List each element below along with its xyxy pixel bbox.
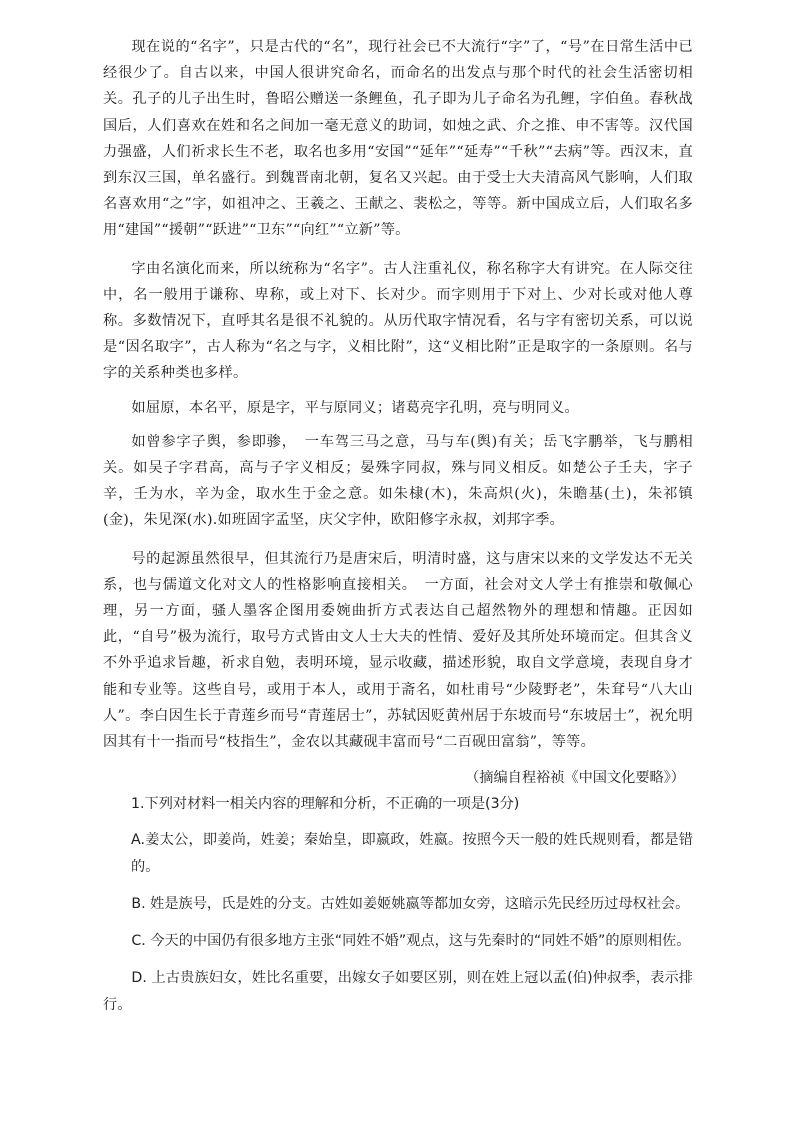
option-b: B. 姓是族号，氏是姓的分支。古姓如姜姬姚嬴等都加女旁，这暗示先民经历过母权社会。 bbox=[131, 896, 690, 913]
source-citation: （摘编自程裕祯《中国文化要略》） bbox=[465, 770, 685, 787]
question-1 bbox=[103, 791, 693, 1019]
passage-paragraph-3: 如屈原，本名平，原是字，平与原同义；诸葛亮字孔明，亮与明同义。 bbox=[131, 399, 579, 416]
passage-paragraph-2: 字由名演化而来，所以统称为“名字”。古人注重礼仪，称名称字大有讲究。在人际交往中，名一般用于谦称、卑称，或上对下、长对少。而字则用于下对上、少对长或对他人尊称。多数情况下，直呼其名是很不礼貌的。从历代取字情况看，名与字有密切关系，可以说是“因名取字”，古人称为“名之与字，义相比附”，这“义相比附”正是取字的一条原则。名与字的关系种类也多样。 bbox=[103, 260, 693, 382]
question-title: 1.下列对材料一相关内容的理解和分析，不正确的一项是(3分) bbox=[131, 796, 520, 813]
passage-paragraph-4: 如曾参字子舆，参即骖， 一车驾三马之意，马与车(舆)有关；岳飞字鹏举，飞与鹏相关。如吴子字君高，高与子字义相反；晏殊字同叔，殊与同义相反。如楚公子壬夫，字子辛，壬为水，辛为金，取水生于金之意。如朱棣(木)，朱高炽(火)，朱瞻基(土)，朱祁镇(金)，朱见深(水).如班固字孟坚，庆父字仲，欧阳修字永叔，刘邦字季。 bbox=[103, 433, 693, 529]
passage-paragraph-1: 现在说的“名字”，只是古代的“名”，现行社会已不大流行“字”了，“号”在日常生活中已经很少了。自古以来，中国人很讲究命名，而命名的出发点与那个时代的社会生活密切相关。孔子的儿子出生时，鲁昭公赠送一条鲤鱼，孔子即为儿子命名为孔鲤，字伯鱼。春秋战国后，人们喜欢在姓和名之间加一毫无意义的助词，如烛之武、介之推、申不害等。汉代国力强盛，人们祈求长生不老，取名也多用“安国”“延年”“延寿”“千秋”“去病”等。西汉末，直到东汉三国，单名盛行。到魏晋南北朝，复名又兴起。由于受士大夫清高风气影响，人们取名喜欢用“之”字，如祖冲之、王羲之、王献之、裴松之，等等。新中国成立后，人们取名多用“建国”“援朝”“跃进”“卫东”“向红”“立新”等。 bbox=[103, 39, 693, 239]
document-page bbox=[103, 34, 693, 1019]
option-a: A.姜太公，即姜尚，姓姜；秦始皇，即嬴政，姓嬴。按照今天一般的姓氏规则看，都是错的。 bbox=[131, 832, 693, 876]
passage-paragraph-5: 号的起源虽然很早，但其流行乃是唐宋后，明清时盛，这与唐宋以来的文学发达不无关系，也与儒道文化对文人的性格影响直接相关。 一方面，社会对文人学士有推崇和敬佩心理，另一方面，骚人墨客企图用委婉曲折方式表达自己超然物外的理想和情趣。正因如此，“自号”极为流行，取号方式皆由文人士大夫的性情、爱好及其所处环境而定。但其含义不外乎追求旨趣，祈求自勉，表明环境，显示收藏，描述形貌，取自文学意境，表现自身才能和专业等。这些自号，或用于本人，或用于斋名，如杜甫号“少陵野老”，朱耷号“八大山人”。李白因生长于青莲乡而号“青莲居士”，苏轼因贬黄州居于东坡而号“东坡居士”，祝允明因其有十一指而号“枝指生”，金农以其藏砚丰富而号“二百砚田富翁”，等等。 bbox=[103, 550, 693, 751]
option-c: C. 今天的中国仍有很多地方主张“同姓不婚”观点，这与先秦时的“同姓不婚”的原则相佐。 bbox=[131, 933, 691, 950]
option-d: D. 上古贵族妇女，姓比名重要，出嫁女子如要区别，则在姓上冠以孟(伯)仲叔季，表示排行。 bbox=[103, 970, 693, 1014]
